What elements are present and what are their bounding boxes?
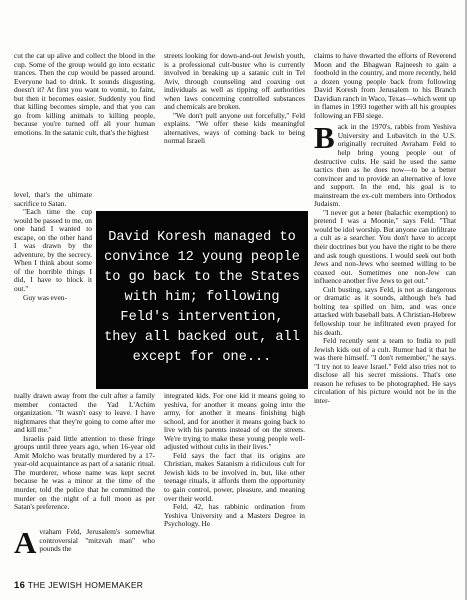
paragraph: Cult busting, says Feld, is not as dangerous or dramatic as it sounds, although he's had bolting tea spilled on him, and was once attacked with baseball bats. A Christian-Hebrew fellowship tour he infiltrated even prayed for his death.	[314, 284, 456, 337]
paragraph: level, that's the ultimate sacrifice to Satan.	[14, 190, 92, 208]
paragraph: Israelis paid little attention to these fringe groups until three years ago, when 16-year old Amit Molcho was brutally murdered by a 17-year-old acquaintance as part of a satanic ritual. The murderer, whose name was kept secret because he was a minor at the time of the murder, told the police that he committed the murder on the night of a full moon as per Satan's preference.	[14, 433, 155, 512]
column-1-dropcap-paragraph	[14, 525, 155, 560]
column-1-narrow	[14, 191, 92, 302]
paragraph: tually drawn away from the cult after a family member contacted the Yad L'Achim organization. "It wasn't easy to leave. I have nightmares that they're going to come after me and kill me."	[14, 391, 155, 435]
paragraph: vraham Feld, Jerusalem's somewhat controversial "mitzvah man" who pounds the	[39, 527, 155, 554]
paragraph: claims to have thwarted the efforts of Reverend Moon and the Bhagwan Rajneesh to gain a foothold in the country, and more recently, held a dozen young people back from following David Koresh from Jerusalem to his Branch Davidian ranch in Waco, Texas—which went up in flames in 1993 together with all his groupies following an FBI siege.	[314, 51, 456, 120]
paragraph-text: ack in the 1970's, rabbis from Yeshiva University and Lubavitch in the U.S. originally recruited Avraham Feld to help bring young people out of destructive cults. He said he used the same tactics then as he does now—to be a better convincer and to provide an alternative of love and support. In the end, his goal is to mainstream the ex-cult members into Orthodox Judaism.	[314, 122, 456, 209]
publication-name: THE JEWISH HOMEMAKER	[27, 580, 144, 590]
paragraph: cut the cat up alive and collect the blood in the cup. Some of the group would go into ecstatic trances. Then the cup would be passed around. Everyone had to drink. It sounds disgusting, doesn't it? At first you want to vomit, to faint, but then it becomes easier. Suddenly you find that killing becomes simple, and that you can go from killing animals to killing people, because you're turned off all your human emotions. In the satanic cult, that's the highest	[14, 51, 155, 137]
pull-quote-text: David Koresh managed to convince 12 young people to go back to the States with him; following Feld's intervention, they all backed out, all except for one...	[104, 230, 300, 365]
paragraph: "Each time the cup would be passed to me, on one hand I wanted to escape, on the other hand I was drawn by the adventure, by the secrecy. When I think about some of the horrible things I did, I have to block it out."	[14, 207, 92, 294]
page-footer	[14, 581, 143, 591]
column-3	[314, 52, 456, 405]
dropcap-paragraph	[314, 120, 456, 209]
paragraph: integrated kids. For one kid it means going to yeshiva, for another it means going into the army, for another it means finishing high school, and for another it means going back to live with his parents instead of on the streets. We're trying to make these young people well-adjusted without cults in their lives."	[164, 391, 305, 452]
column-1-top	[14, 52, 155, 137]
paragraph: streets looking for down-and-out Jewish youth, is a professional cult-buster who is currently involved in breaking up a satanic cult in Tel Aviv, through counseling and coaxing out individuals as well as tipping off authorities when laws concerning controlled substances and chemicals are broken.	[164, 51, 305, 112]
page-number: 16	[14, 580, 26, 591]
column-2-top	[164, 52, 305, 146]
paragraph: Feld says the fact that its origins are Christian, makes Satanism a ridiculous cult for Jewish kids to be involved in, but, like other teenage rituals, it affords them the opportunity to gain control, power, pleasure, and meaning over their world.	[164, 450, 305, 503]
drop-cap: B	[314, 120, 335, 156]
paragraph: "I never got a heter (halachic exemption) to pretend I was a Moonie," says Feld. "That would be idol worship. But anyone can infiltrate a cult as a searcher. You don't have to accept their doctrines but you have the right to be there and ask tough questions. I would seek out both Jews and non-Jews who seemed willing to be coaxed out. Sometimes one non-Jew can influence another five Jews to get out."	[314, 207, 456, 286]
paragraph: Guy was even-	[23, 292, 67, 302]
paragraph: "We don't pull anyone out forcefully," Feld explains. "We offer these kids meaningful alternatives, ways of coming back to being normal Israeli	[164, 110, 305, 146]
column-2-bottom	[164, 392, 305, 529]
paragraph: Feld, 42, has rabbinic ordination from Yeshiva University and a Masters Degree in Psychology. He	[164, 502, 305, 529]
paragraph: Feld recently sent a team to India to pull Jewish kids out of a cult. Rumor had it that he was there himself. "I don't remember," he says. "I try not to leave Israel." Feld also tries not to disclose all his secret missions. That's one reason he refuses to be photographed. He says circulation of his picture would not be in the inter-	[314, 336, 456, 405]
drop-cap: A	[14, 525, 37, 560]
column-1-bottom	[14, 392, 155, 512]
pull-quote-box	[96, 211, 308, 389]
